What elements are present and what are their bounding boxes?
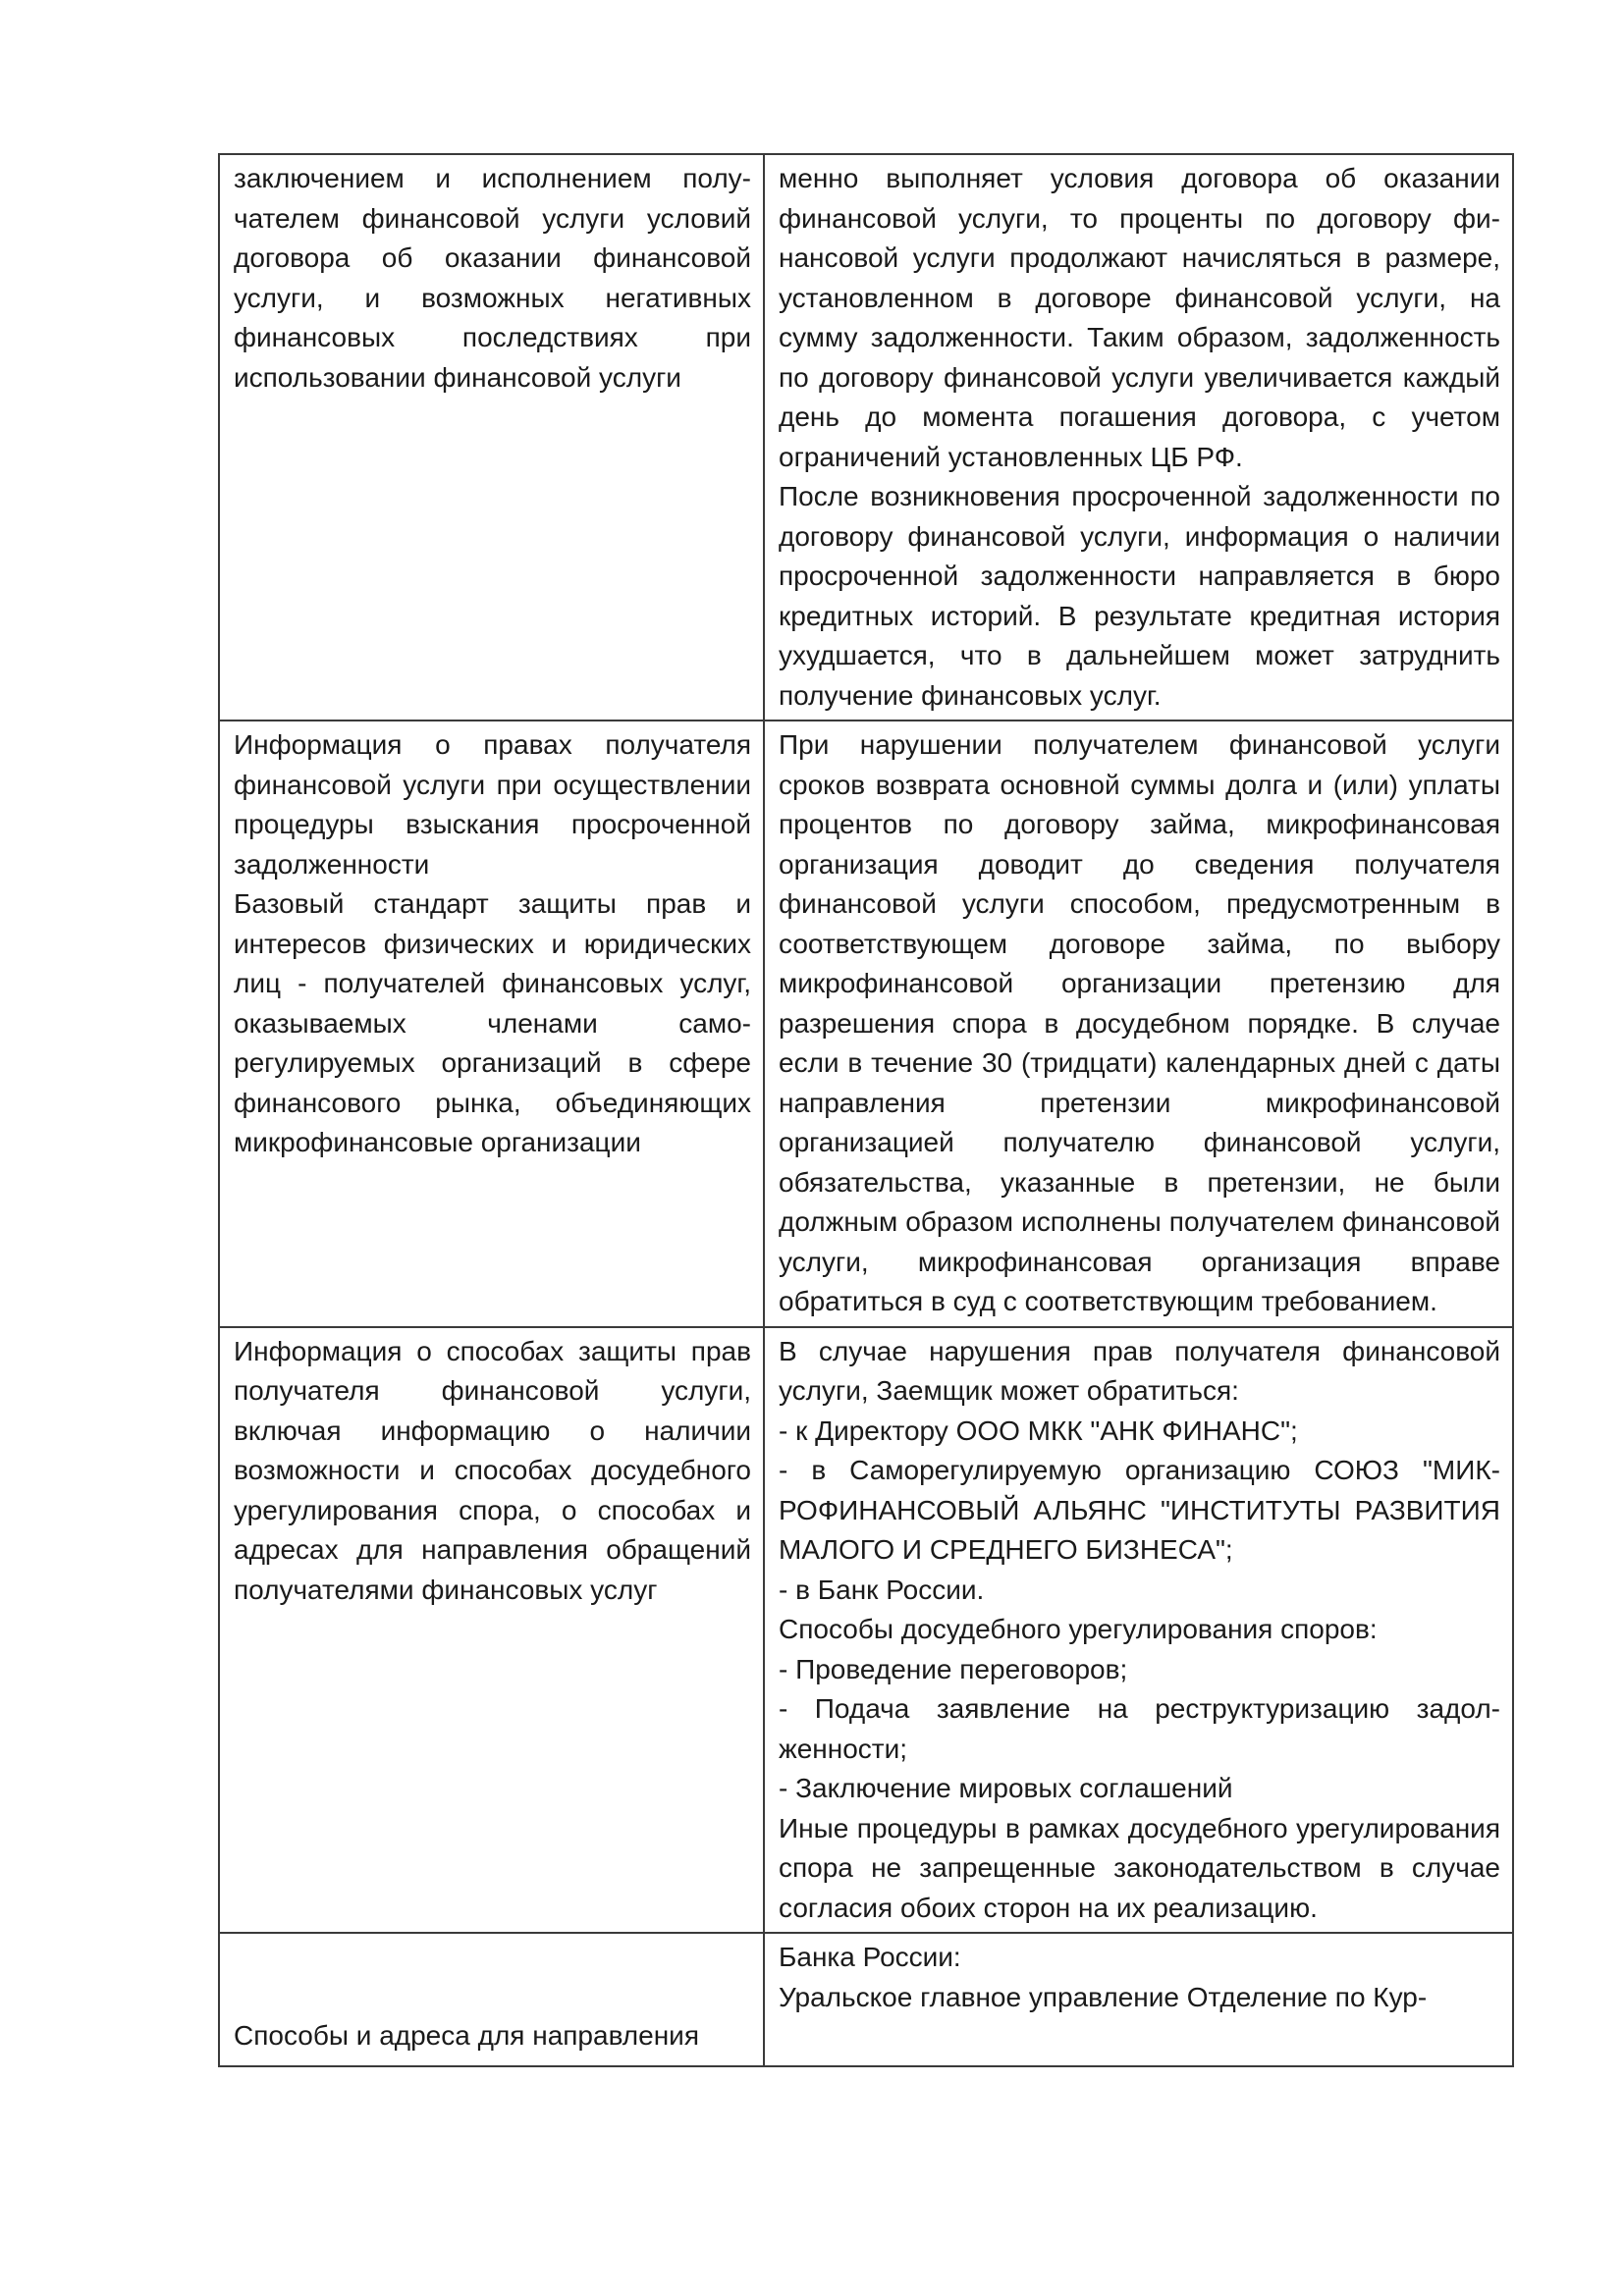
row-label-cell xyxy=(219,154,764,721)
table-row xyxy=(219,721,1513,1327)
cell-paragraph: В случае нарушения прав получателя финансовой услуги, Заемщик может обратиться: xyxy=(779,1335,1500,1406)
cell-paragraph: При нарушении получателем финансовой услуги сроков возврата основной суммы долга и (или) уплаты процентов по договору займа, микрофинансовая организация доводит до сведения получателя финансовой услуги способом, предусмотренным в соответствующем договоре займа, по выбору микрофинансовой организации претензию для разрешения спора в досудебном порядке. В случае если в течение 30 (тридцати) календарных дней с даты направления претензии микрофинансовой организацией получателю финансовой услуги, обязательства, указанные в претензии, не были должным образом исполнены получателем финансовой услуги, микрофинансовая организация вправе обратиться в суд с соответствующим требованием. xyxy=(779,729,1500,1316)
table-row xyxy=(219,154,1513,721)
row-content-cell xyxy=(764,1933,1513,2066)
cell-paragraph: После возникновения просроченной задолженности по договору финансовой услуги, информация о наличии просроченной задолженности направляется в бюро кредитных историй. В результате кредитная история ухудшается, что в дальнейшем может затруднить получение финансовых услуг. xyxy=(779,481,1500,711)
cell-paragraph: - Подача заявление на реструктуризацию задолженности; xyxy=(779,1693,1500,1764)
table-row xyxy=(219,1933,1513,2066)
document-table xyxy=(218,153,1514,2067)
row-label-cell xyxy=(219,721,764,1327)
table-row xyxy=(219,1327,1513,1934)
cell-paragraph: Банка России: xyxy=(779,1942,961,1972)
row-label-cell xyxy=(219,1933,764,2066)
cell-paragraph: - в Банк России. xyxy=(779,1574,985,1605)
cell-paragraph: Уральское главное управление Отделение по Кур- xyxy=(779,1981,1428,2012)
cell-paragraph: - в Саморегулируемую организацию СОЮЗ "МИКРОФИНАНСОВЫЙ АЛЬЯНС "ИНСТИТУТЫ РАЗВИТИЯ МАЛОГО И СРЕДНЕГО БИЗНЕСА"; xyxy=(779,1455,1500,1565)
cell-paragraph: - к Директору ООО МКК "АНК ФИНАНС"; xyxy=(779,1415,1298,1446)
cell-paragraph: Способы досудебного урегулирования споров: xyxy=(779,1614,1378,1644)
row-content-cell xyxy=(764,1327,1513,1934)
cell-paragraph: менно выполняет условия договора об оказании финансовой услуги, то проценты по договору финансовой услуги продолжают начисляться в размере, установленном в договоре финансовой услуги, на сумму задолженности. Таким образом, задолженность по договору финансовой услуги увеличивается каждый день до момента погашения договора, с учетом ограничений установленных ЦБ РФ. xyxy=(779,163,1500,472)
row-content-cell xyxy=(764,721,1513,1327)
row-label-cell xyxy=(219,1327,764,1934)
cell-paragraph: Иные процедуры в рамках досудебного урегулирования спора не запрещенные законодательством в случае согласия обоих сторон на их реализацию. xyxy=(779,1812,1500,1923)
cell-paragraph: Информация о способах защиты прав получателя финансовой услуги, включая информацию о наличии возможности и способах досудебного урегулирования спора, о способах и адресах для направления обращений получателями финансовых услуг xyxy=(234,1335,751,1605)
cell-paragraph: - Проведение переговоров; xyxy=(779,1653,1128,1684)
cell-paragraph: заключением и исполнением получателем финансовой услуги условий договора об оказании финансовой услуги, и возможных негативных финансовых последствиях при использовании финансовой услуги xyxy=(234,163,751,393)
row-content-cell xyxy=(764,154,1513,721)
cell-paragraph: Способы и адреса для направления xyxy=(234,2019,699,2051)
cell-paragraph: Базовый стандарт защиты прав и интересов физических и юридических лиц - получателей финансовых услуг, оказываемых членами саморегулируемых организаций в сфере финансового рынка, объединяющих микрофинансовые организации xyxy=(234,888,751,1157)
cell-paragraph: - Заключение мировых соглашений xyxy=(779,1773,1233,1803)
cell-paragraph: Информация о правах получателя финансовой услуги при осуществлении процедуры взыскания просроченной задолженности xyxy=(234,729,751,880)
